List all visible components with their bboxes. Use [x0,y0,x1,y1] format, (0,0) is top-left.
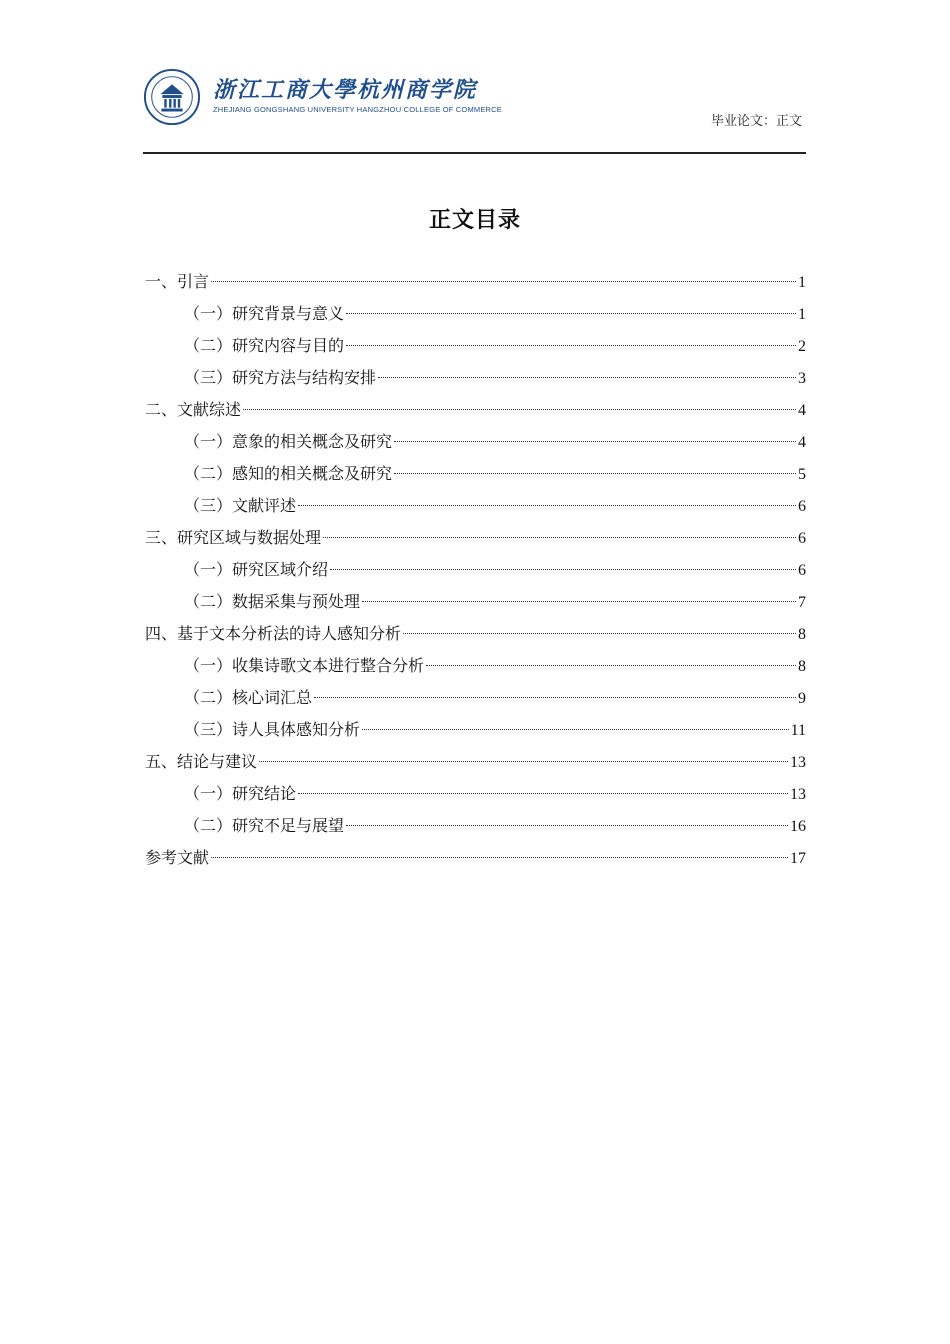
logo-chinese-name: 浙江工商大學杭州商学院 [213,78,478,103]
toc-dot-leader [243,409,796,410]
toc-entry-text: （一）收集诗歌文本进行整合分析 [184,656,425,675]
table-of-contents [145,266,806,874]
toc-page-number: 2 [798,338,806,355]
toc-entry[interactable] [145,522,806,554]
toc-page-number: 17 [790,850,806,867]
toc-dot-leader [394,473,796,474]
toc-page-number: 1 [798,274,806,291]
toc-page-number: 4 [798,434,806,451]
toc-entry[interactable] [145,650,806,682]
toc-page-number: 7 [798,594,806,611]
toc-page-number: 1 [798,306,806,323]
toc-entry-text: 二、文献综述 [145,400,242,419]
toc-page-number: 13 [790,754,806,771]
university-seal-icon [143,68,201,126]
toc-dot-leader [346,313,796,314]
university-logo [143,68,502,126]
toc-entry-text: 四、基于文本分析法的诗人感知分析 [145,624,402,643]
toc-entry[interactable] [145,746,806,778]
toc-entry[interactable] [145,714,806,746]
toc-dot-leader [211,281,796,282]
toc-page-number: 6 [798,562,806,579]
toc-entry-text: （三）研究方法与结构安排 [184,368,377,387]
toc-entry-text: 五、结论与建议 [145,752,258,771]
toc-page-number: 8 [798,658,806,675]
toc-dot-leader [394,441,796,442]
toc-entry[interactable] [145,810,806,842]
toc-entry-text: 参考文献 [145,848,210,867]
toc-dot-leader [378,377,796,378]
toc-dot-leader [403,633,796,634]
toc-dot-leader [330,569,796,570]
toc-page-number: 9 [798,690,806,707]
toc-dot-leader [298,793,788,794]
toc-entry[interactable] [145,682,806,714]
toc-entry-text: （一）意象的相关概念及研究 [184,432,393,451]
toc-dot-leader [314,697,796,698]
toc-entry[interactable] [145,394,806,426]
toc-dot-leader [323,537,796,538]
toc-entry-text: （三）诗人具体感知分析 [184,720,361,739]
toc-entry[interactable] [145,330,806,362]
toc-entry[interactable] [145,778,806,810]
toc-page-number: 13 [790,786,806,803]
toc-entry-text: （二）核心词汇总 [184,688,313,707]
toc-dot-leader [362,729,789,730]
toc-page-number: 3 [798,370,806,387]
toc-dot-leader [298,505,796,506]
toc-dot-leader [346,825,788,826]
toc-entry[interactable] [145,842,806,874]
logo-text [213,78,502,116]
toc-entry[interactable] [145,586,806,618]
toc-entry[interactable] [145,618,806,650]
page-header [143,62,806,154]
logo-english-name: ZHEJIANG GONGSHANG UNIVERSITY HANGZHOU COLLEGE OF COMMERCE [213,105,502,114]
toc-page-number: 4 [798,402,806,419]
toc-entry-text: 三、研究区域与数据处理 [145,528,322,547]
toc-entry-text: （二）数据采集与预处理 [184,592,361,611]
toc-entry[interactable] [145,266,806,298]
toc-dot-leader [346,345,796,346]
toc-page-number: 6 [798,498,806,515]
toc-dot-leader [259,761,788,762]
toc-entry[interactable] [145,362,806,394]
toc-entry-text: （二）研究不足与展望 [184,816,345,835]
toc-entry-text: （一）研究区域介绍 [184,560,329,579]
toc-entry[interactable] [145,426,806,458]
toc-page-number: 11 [790,722,806,739]
toc-page-number: 16 [790,818,806,835]
toc-page-number: 8 [798,626,806,643]
toc-entry[interactable] [145,554,806,586]
toc-page-number: 5 [798,466,806,483]
toc-page-number: 6 [798,530,806,547]
toc-entry-text: （二）感知的相关概念及研究 [184,464,393,483]
toc-entry[interactable] [145,298,806,330]
toc-entry[interactable] [145,458,806,490]
toc-title: 正文目录 [428,208,521,233]
toc-dot-leader [426,665,796,666]
toc-entry-text: （一）研究结论 [184,784,297,803]
toc-entry-text: （三）文献评述 [184,496,297,515]
toc-dot-leader [362,601,796,602]
toc-entry-text: 一、引言 [145,272,210,291]
toc-dot-leader [211,857,788,858]
toc-entry[interactable] [145,490,806,522]
toc-entry-text: （二）研究内容与目的 [184,336,345,355]
toc-entry-text: （一）研究背景与意义 [184,304,345,323]
document-label: 毕业论文：正文 [710,114,802,129]
